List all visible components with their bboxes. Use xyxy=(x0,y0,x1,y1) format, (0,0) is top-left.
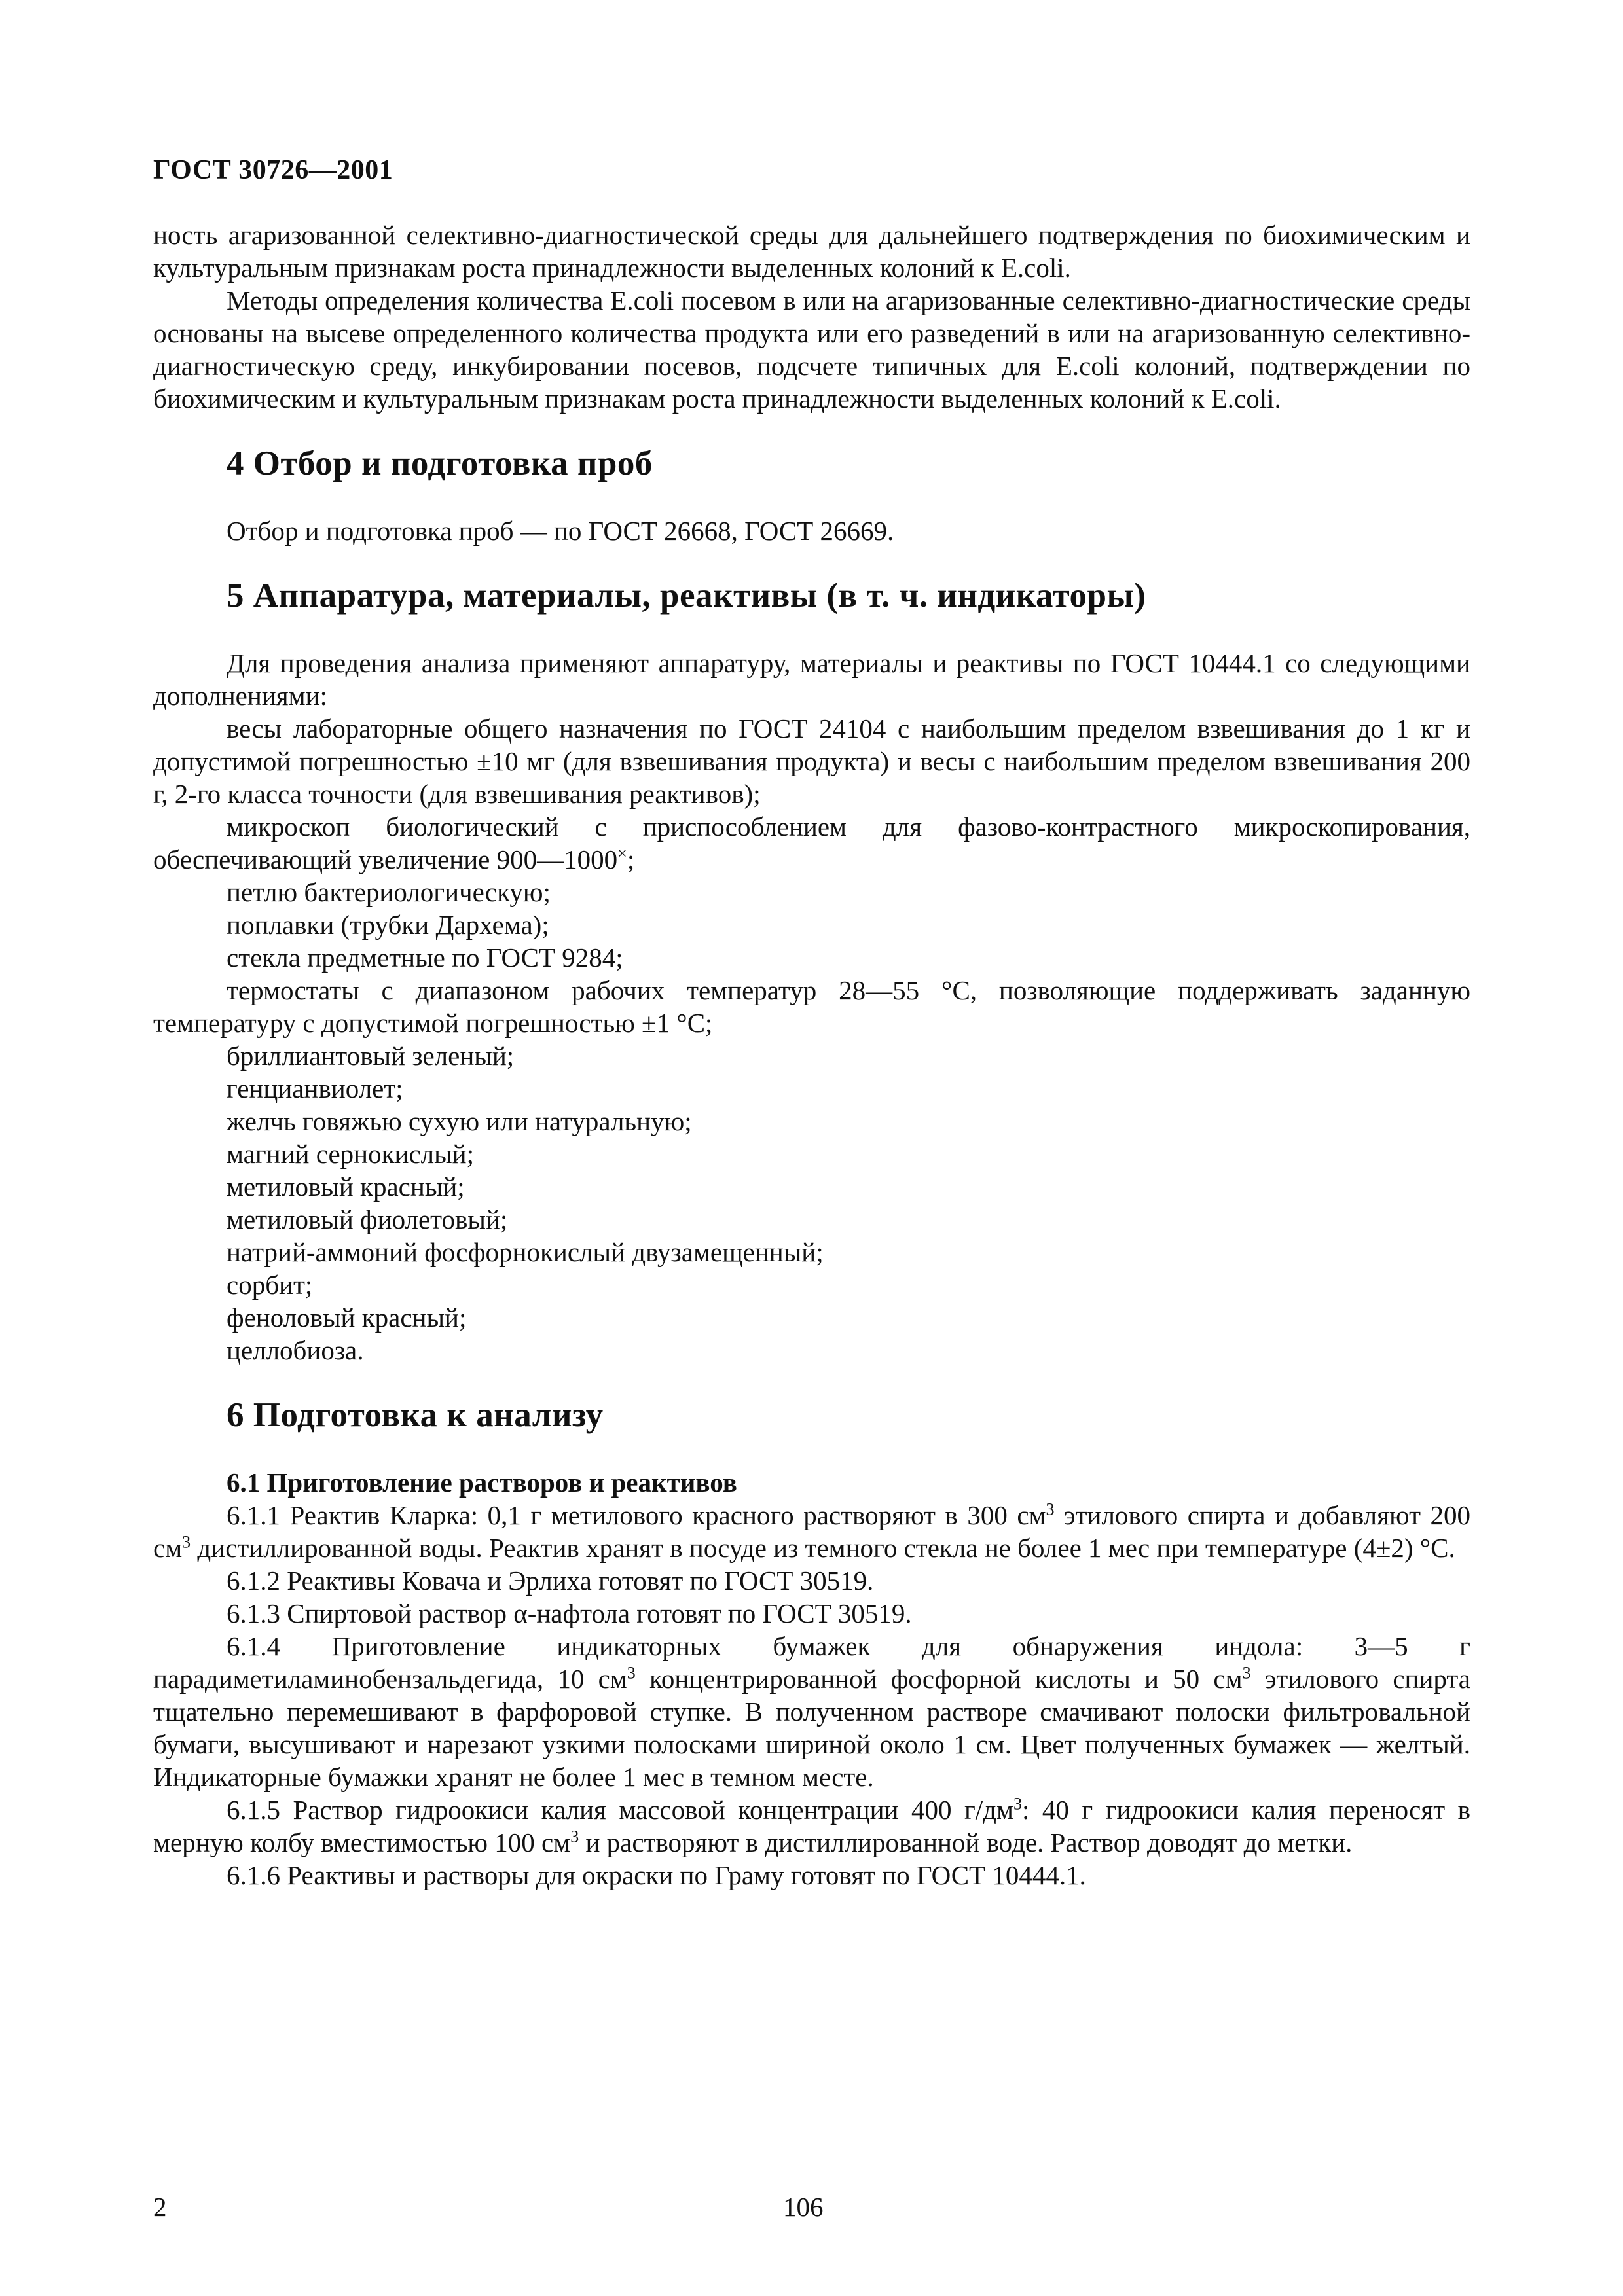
paragraph-6-1-3: 6.1.3 Спиртовой раствор α-нафтола готовят по ГОСТ 30519. xyxy=(227,1598,912,1628)
equipment-item: петлю бактериологическую; xyxy=(227,877,551,907)
paragraph-6-1-1: 6.1.1 Реактив Кларка: 0,1 г метилового красного растворяют в 300 $см^3$ этилового спирта и добавляют 200 $см^3$ дистиллированной воды. Реактив хранят в посуде из темного стекла не более 1 мес при температуре (4±2) °С. xyxy=(153,1499,1470,1563)
reagent-item: феноловый красный; xyxy=(227,1302,467,1333)
section-4-text: Отбор и подготовка проб — по ГОСТ 26668, ГОСТ 26669. xyxy=(227,516,894,546)
equipment-item: стекла предметные по ГОСТ 9284; xyxy=(227,942,623,973)
subsection-6-1-title: 6.1 Приготовление растворов и реактивов xyxy=(227,1467,737,1498)
intro-paragraph-2: Методы определения количества E.coli посевом в или на агаризованные селективно-диагностические среды основаны на высеве определенного количества продукта или его разведений в или на агаризованную селективно-диагностическую среду, инкубировании посевов, подсчете типичных для E.coli колоний, подтверждении по биохимическим и культуральным признакам роста принадлежности выделенных колоний к E.coli. xyxy=(153,285,1470,414)
equipment-thermostats: термостаты с диапазоном рабочих температур 28—55 °С, позволяющие поддерживать заданную температуру с допустимой погрешностью ±1 °С; xyxy=(153,975,1470,1038)
reagent-item: генцианвиолет; xyxy=(227,1073,403,1103)
document-page xyxy=(153,154,1470,1892)
reagent-item: метиловый красный; xyxy=(227,1172,465,1202)
intro-paragraph-1: ность агаризованной селективно-диагностической среды для дальнейшего подтверждения по биохимическим и культуральным признакам роста принадлежности выделенных колоний к E.coli. xyxy=(153,220,1470,283)
section-4-title: 4 Отбор и подготовка проб xyxy=(227,444,653,482)
equipment-scales: весы лабораторные общего назначения по ГОСТ 24104 с наибольшим пределом взвешивания до 1 кг и допустимой погрешностью ±10 мг (для взвешивания продукта) и весы с наибольшим пределом взвешивания 200 г, 2-го класса точности (для взвешивания реактивов); xyxy=(153,713,1470,809)
paragraph-6-1-2: 6.1.2 Реактивы Ковача и Эрлиха готовят по ГОСТ 30519. xyxy=(227,1566,874,1596)
paragraph-6-1-4: 6.1.4 Приготовление индикаторных бумажек для обнаружения индола: 3—5 г парадиметиламинобензальдегида, 10 $см^3$ концентрированной фосфорной кислоты и 50 $см^3$ этилового спирта тщательно перемешивают в фарфоровой ступке. В полученном растворе смачивают полоски фильтровальной бумаги, высушивают и нарезают узкими полосками шириной около 1 см. Цвет полученных бумажек — желтый. Индикаторные бумажки хранят не более 1 мес в темном месте. xyxy=(153,1631,1470,1792)
paragraph-6-1-6: 6.1.6 Реактивы и растворы для окраски по Граму готовят по ГОСТ 10444.1. xyxy=(227,1860,1086,1890)
page-number-center: 106 xyxy=(783,2192,824,2222)
reagent-item: желчь говяжью сухую или натуральную; xyxy=(227,1106,692,1136)
equipment-microscope: микроскоп биологический с приспособлением для фазово-контрастного микроскопирования, обеспечивающий увеличение 900—1000×; xyxy=(153,812,1470,874)
reagent-item: бриллиантовый зеленый; xyxy=(227,1041,515,1071)
reagent-item: магний сернокислый; xyxy=(227,1139,474,1169)
section-5-intro: Для проведения анализа применяют аппаратуру, материалы и реактивы по ГОСТ 10444.1 со следующими дополнениями: xyxy=(153,648,1470,711)
reagent-item: сорбит; xyxy=(227,1270,313,1300)
page-number-left: 2 xyxy=(153,2192,167,2222)
document-header: ГОСТ 30726—2001 xyxy=(153,155,393,185)
section-5-title: 5 Аппаратура, материалы, реактивы (в т. ч. индикаторы) xyxy=(227,577,1146,615)
reagent-item: метиловый фиолетовый; xyxy=(227,1204,508,1234)
paragraph-6-1-5: 6.1.5 Раствор гидроокиси калия массовой концентрации 400 $г/дм^3$: 40 г гидроокиси калия переносят в мерную колбу вместимостью 100 $см^3$ и растворяют в дистиллированной воде. Раствор доводят до метки. xyxy=(153,1794,1470,1857)
equipment-item: поплавки (трубки Дархема); xyxy=(227,910,549,940)
section-6-title: 6 Подготовка к анализу xyxy=(227,1396,604,1434)
reagent-item: натрий-аммоний фосфорнокислый двузамещенный; xyxy=(227,1237,824,1267)
reagent-item: целлобиоза. xyxy=(227,1335,364,1365)
